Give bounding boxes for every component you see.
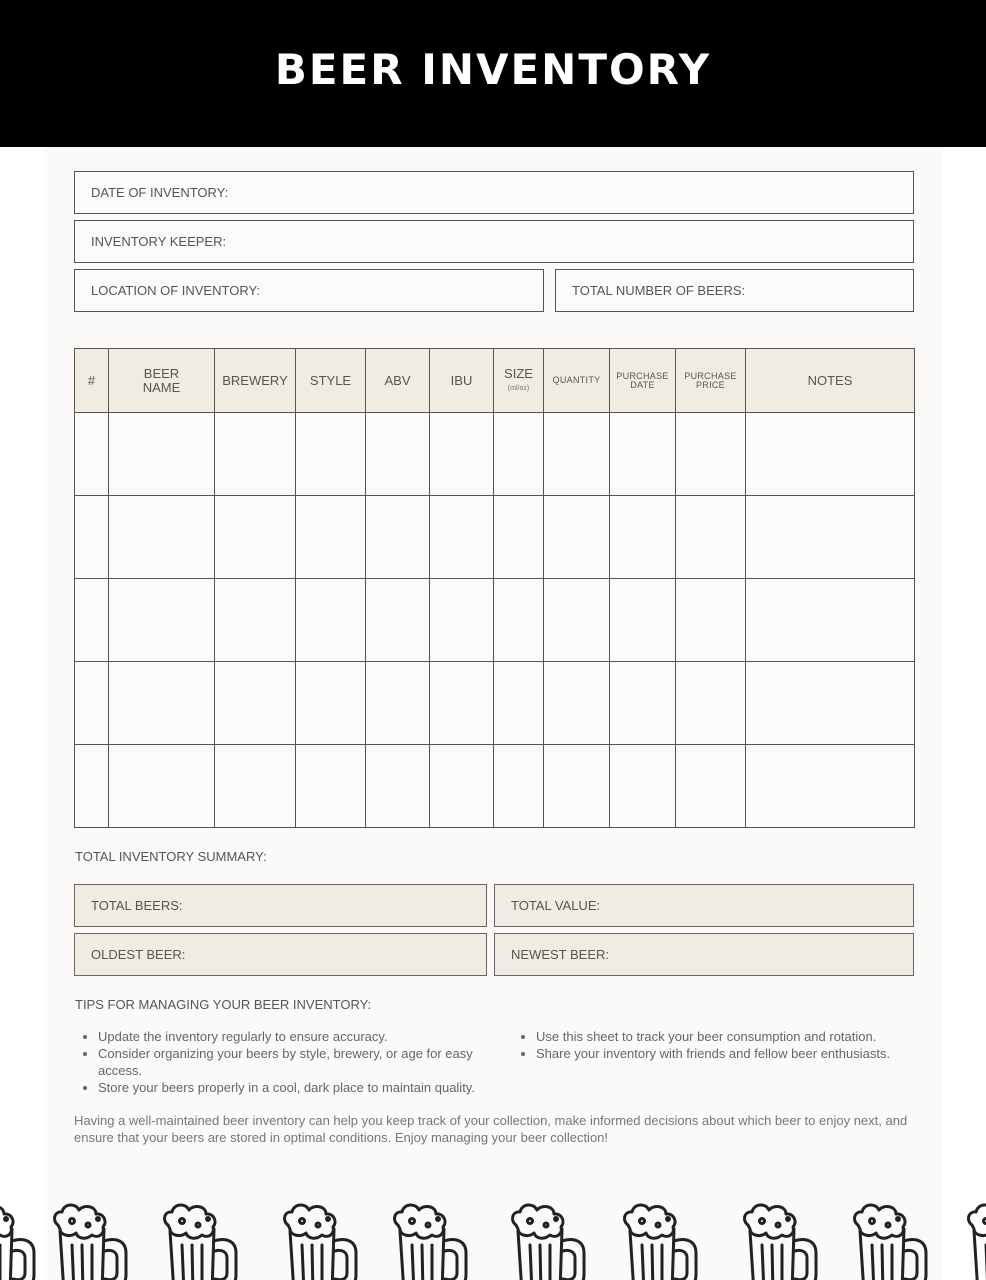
table-cell[interactable] xyxy=(676,413,746,496)
column-header-notes: NOTES xyxy=(746,349,915,413)
table-cell[interactable] xyxy=(430,496,494,579)
column-header-size-unit: (ml/oz) xyxy=(507,385,530,392)
list-item: • Update the inventory regularly to ensure accuracy. xyxy=(98,1028,518,1045)
table-cell[interactable] xyxy=(430,579,494,662)
table-cell[interactable] xyxy=(676,496,746,579)
column-header-size xyxy=(494,349,544,413)
table-cell[interactable] xyxy=(215,579,296,662)
tips-heading: TIPS FOR MANAGING YOUR BEER INVENTORY: xyxy=(75,997,372,1012)
table-cell[interactable] xyxy=(296,745,366,828)
column-header-beer-name xyxy=(109,349,215,413)
table-cell[interactable] xyxy=(610,413,676,496)
list-item: • Use this sheet to track your beer consumption and rotation. xyxy=(536,1028,936,1045)
column-header-abv: ABV xyxy=(366,349,430,413)
table-cell[interactable] xyxy=(610,745,676,828)
column-header-size-label: SIZE xyxy=(504,366,533,381)
table-cell[interactable] xyxy=(494,579,544,662)
table-cell[interactable] xyxy=(215,413,296,496)
table-cell[interactable] xyxy=(296,496,366,579)
table-cell[interactable] xyxy=(610,662,676,745)
column-header-number: # xyxy=(75,349,109,413)
table-cell[interactable] xyxy=(494,662,544,745)
header-banner xyxy=(0,0,986,147)
total-number-of-beers-label: TOTAL NUMBER OF BEERS: xyxy=(572,283,746,298)
table-cell[interactable] xyxy=(296,579,366,662)
table-cell[interactable] xyxy=(75,413,109,496)
table-cell[interactable] xyxy=(544,745,610,828)
table-row xyxy=(75,745,915,828)
newest-beer-label: NEWEST BEER: xyxy=(511,947,610,962)
page-title: BEER INVENTORY xyxy=(274,45,712,94)
date-of-inventory-field[interactable] xyxy=(74,171,914,214)
location-of-inventory-label: LOCATION OF INVENTORY: xyxy=(91,283,261,298)
column-header-purchase-date xyxy=(610,349,676,413)
table-cell[interactable] xyxy=(430,662,494,745)
table-cell[interactable] xyxy=(676,579,746,662)
table-cell[interactable] xyxy=(75,745,109,828)
table-cell[interactable] xyxy=(430,745,494,828)
table-cell[interactable] xyxy=(366,496,430,579)
table-cell[interactable] xyxy=(494,496,544,579)
total-beers-label: TOTAL BEERS: xyxy=(91,898,183,913)
table-cell[interactable] xyxy=(296,413,366,496)
table-cell[interactable] xyxy=(109,662,215,745)
list-item: • Share your inventory with friends and fellow beer enthusiasts. xyxy=(536,1045,936,1062)
table-row xyxy=(75,413,915,496)
oldest-beer-field[interactable] xyxy=(74,933,487,976)
table-cell[interactable] xyxy=(746,745,915,828)
column-header-purchase-price-label: PURCHASE PRICE xyxy=(684,370,737,390)
column-header-brewery: BREWERY xyxy=(215,349,296,413)
inventory-keeper-label: INVENTORY KEEPER: xyxy=(91,234,227,249)
total-value-field[interactable] xyxy=(494,884,914,927)
table-cell[interactable] xyxy=(109,745,215,828)
table-cell[interactable] xyxy=(215,496,296,579)
table-cell[interactable] xyxy=(676,662,746,745)
table-cell[interactable] xyxy=(75,662,109,745)
table-cell[interactable] xyxy=(366,745,430,828)
total-number-of-beers-field[interactable] xyxy=(555,269,914,312)
table-cell[interactable] xyxy=(296,662,366,745)
table-cell[interactable] xyxy=(746,579,915,662)
table-cell[interactable] xyxy=(544,662,610,745)
table-cell[interactable] xyxy=(75,579,109,662)
total-value-label: TOTAL VALUE: xyxy=(511,898,601,913)
total-beers-field[interactable] xyxy=(74,884,487,927)
table-cell[interactable] xyxy=(544,413,610,496)
list-item: • Store your beers properly in a cool, dark place to maintain quality. xyxy=(98,1079,518,1096)
table-cell[interactable] xyxy=(544,579,610,662)
column-header-beer-name-label: BEER NAME xyxy=(142,365,181,395)
list-item: • Consider organizing your beers by style, brewery, or age for easy access. xyxy=(98,1045,518,1079)
table-cell[interactable] xyxy=(746,413,915,496)
column-header-style: STYLE xyxy=(296,349,366,413)
closing-paragraph: Having a well-maintained beer inventory can help you keep track of your collection, make informed decisions about which beer to enjoy next, and ensure that your beers are stored in optimal conditions. Enjoy managing your beer collection! xyxy=(74,1113,908,1145)
column-header-quantity: QUANTITY xyxy=(544,349,610,413)
table-cell[interactable] xyxy=(494,413,544,496)
inventory-table xyxy=(74,348,915,828)
column-header-purchase-price xyxy=(676,349,746,413)
table-cell[interactable] xyxy=(430,413,494,496)
table-cell[interactable] xyxy=(746,662,915,745)
table-cell[interactable] xyxy=(746,496,915,579)
table-row xyxy=(75,662,915,745)
table-row xyxy=(75,496,915,579)
location-of-inventory-field[interactable] xyxy=(74,269,544,312)
table-cell[interactable] xyxy=(544,496,610,579)
column-header-ibu: IBU xyxy=(430,349,494,413)
table-cell[interactable] xyxy=(366,662,430,745)
oldest-beer-label: OLDEST BEER: xyxy=(91,947,186,962)
beer-mug-border xyxy=(0,1195,986,1280)
table-cell[interactable] xyxy=(109,413,215,496)
table-cell[interactable] xyxy=(366,413,430,496)
newest-beer-field[interactable] xyxy=(494,933,914,976)
table-cell[interactable] xyxy=(75,496,109,579)
table-cell[interactable] xyxy=(610,579,676,662)
table-cell[interactable] xyxy=(610,496,676,579)
table-cell[interactable] xyxy=(494,745,544,828)
table-cell[interactable] xyxy=(676,745,746,828)
table-cell[interactable] xyxy=(215,662,296,745)
table-cell[interactable] xyxy=(215,745,296,828)
table-cell[interactable] xyxy=(109,496,215,579)
table-row xyxy=(75,579,915,662)
tips-list-left xyxy=(74,1028,518,1096)
tips-list-right xyxy=(512,1028,936,1062)
table-cell[interactable] xyxy=(366,579,430,662)
table-cell[interactable] xyxy=(109,579,215,662)
inventory-keeper-field[interactable] xyxy=(74,220,914,263)
column-header-purchase-date-label: PURCHASE DATE xyxy=(616,370,669,390)
table-header-row xyxy=(75,349,915,413)
summary-heading: TOTAL INVENTORY SUMMARY: xyxy=(75,849,267,864)
date-of-inventory-label: DATE OF INVENTORY: xyxy=(91,185,229,200)
